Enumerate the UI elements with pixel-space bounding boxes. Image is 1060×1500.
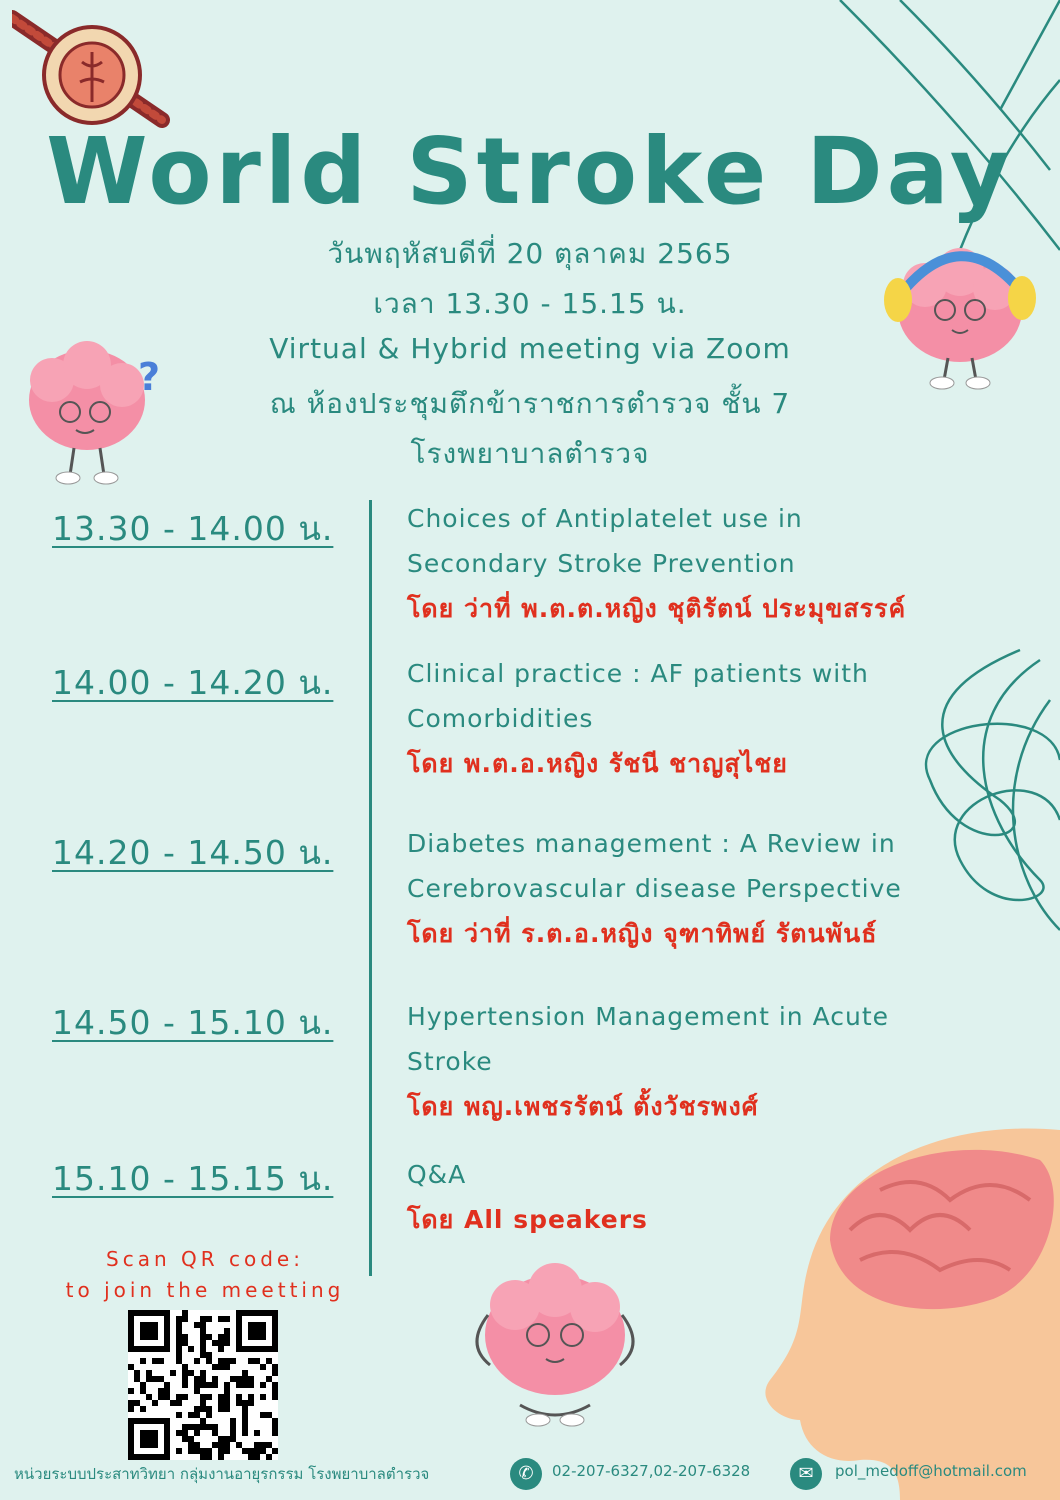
hospital-name: โรงพยาบาลตำรวจ (410, 437, 650, 470)
page-title: World Stroke Day (46, 118, 1014, 225)
session-time: 14.20 - 14.50 น. (52, 833, 334, 872)
session-topic: Diabetes management : A Review in (407, 829, 896, 858)
session-topic: Q&A (407, 1160, 467, 1189)
session-topic: Hypertension Management in Acute (407, 1002, 890, 1031)
meeting-mode: Virtual & Hybrid meeting via Zoom (269, 332, 791, 365)
session-topic: Comorbidities (407, 704, 594, 733)
qr-caption-line1: Scan QR code: (106, 1247, 304, 1271)
schedule-divider (369, 500, 372, 1276)
session-time: 14.50 - 15.10 น. (52, 1003, 334, 1042)
hospital-logo (12, 10, 172, 130)
venue: ณ ห้องประชุมตึกข้าราชการตำรวจ ชั้น 7 (269, 387, 791, 420)
footer-unit: หน่วยระบบประสาทวิทยา กลุ่มงานอายุรกรรม โรงพยาบาลตำรวจ (14, 1465, 430, 1483)
svg-text:?: ? (138, 355, 161, 399)
brain-mascot-question (12, 330, 182, 490)
session-speaker: โดย All speakers (407, 1205, 648, 1234)
brain-mascot-meditating (450, 1255, 660, 1435)
footer-email[interactable]: pol_medoff@hotmail.com (835, 1462, 1027, 1480)
session (407, 651, 1027, 786)
session (407, 994, 1027, 1129)
session-time: 15.10 - 15.15 น. (52, 1159, 334, 1198)
session-time: 14.00 - 14.20 น. (52, 663, 334, 702)
event-time: เวลา 13.30 - 15.15 น. (373, 287, 687, 320)
session-topic: Stroke (407, 1047, 493, 1076)
session-speaker: โดย ว่าที่ พ.ต.ต.หญิง ชุติรัตน์ ประมุขสรรค์ (407, 594, 907, 623)
session-speaker: โดย ว่าที่ ร.ต.อ.หญิง จุฑาทิพย์ รัตนพันธ์ (407, 919, 878, 948)
mail-icon: ✉ (790, 1458, 822, 1490)
session-speaker: โดย พ.ต.อ.หญิง รัชนี ชาญสุไชย (407, 749, 788, 778)
session-topic: Choices of Antiplatelet use in (407, 504, 803, 533)
session-speaker: โดย พญ.เพชรรัตน์ ตั้งวัชรพงศ์ (407, 1092, 759, 1121)
session (407, 496, 1027, 631)
session-topic: Cerebrovascular disease Perspective (407, 874, 902, 903)
session-topic: Secondary Stroke Prevention (407, 549, 796, 578)
qr-caption (40, 1244, 370, 1306)
session (407, 821, 1027, 956)
qr-code-icon[interactable] (128, 1310, 278, 1460)
session-topic: Clinical practice : AF patients with (407, 659, 869, 688)
event-date: วันพฤหัสบดีที่ 20 ตุลาคม 2565 (327, 237, 733, 270)
session (407, 1152, 1027, 1242)
footer-phone[interactable]: 02-207-6327,02-207-6328 (552, 1462, 751, 1480)
qr-caption-line2: to join the meetting (65, 1278, 345, 1302)
phone-icon: ✆ (510, 1458, 542, 1490)
brain-mascot-headphones (870, 230, 1050, 395)
session-time: 13.30 - 14.00 น. (52, 509, 334, 548)
